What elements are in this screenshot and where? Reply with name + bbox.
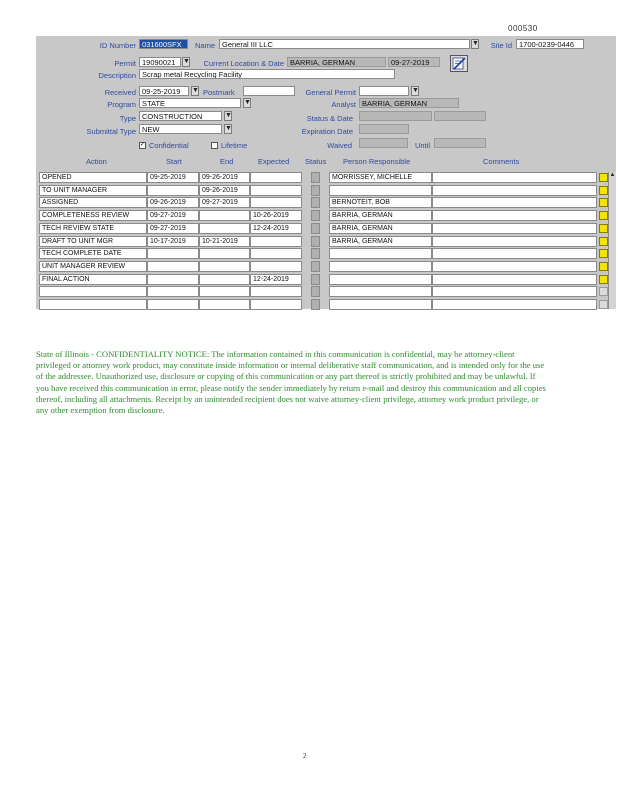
person-responsible-cell[interactable] xyxy=(329,261,432,272)
comment-note-icon[interactable] xyxy=(599,300,608,309)
person-responsible-cell[interactable]: BERNOTEIT, BOB xyxy=(329,197,432,208)
header-end: End xyxy=(220,157,234,166)
person-responsible-cell[interactable]: MORRISSEY, MICHELLE xyxy=(329,172,432,183)
site-id-label: Site Id xyxy=(490,41,512,50)
confidential-label: Confidential xyxy=(149,141,189,150)
current-location-field: BARRIA, GERMAN xyxy=(287,57,386,67)
status-indicator[interactable] xyxy=(311,286,320,297)
comments-cell[interactable] xyxy=(432,274,597,285)
comments-cell[interactable] xyxy=(432,236,597,247)
current-location-date-field: 09-27-2019 xyxy=(388,57,440,67)
comment-note-icon[interactable] xyxy=(599,262,608,271)
start-cell[interactable]: 09-27-2019 xyxy=(147,210,199,221)
id-number-label: ID Number xyxy=(99,41,136,50)
action-cell[interactable]: TECH COMPLETE DATE xyxy=(39,248,147,259)
end-cell[interactable] xyxy=(199,286,250,297)
comments-cell[interactable] xyxy=(432,223,597,234)
type-field[interactable]: CONSTRUCTION xyxy=(139,111,222,121)
end-cell[interactable]: 09-27-2019 xyxy=(199,197,250,208)
comment-note-icon[interactable] xyxy=(599,173,608,182)
status-indicator[interactable] xyxy=(311,223,320,234)
status-indicator[interactable] xyxy=(311,172,320,183)
submittal-type-dropdown-icon[interactable]: ▼ xyxy=(225,125,232,132)
site-id-field[interactable]: 1700-0239-0446 xyxy=(516,39,584,49)
person-responsible-cell[interactable]: BARRIA, GERMAN xyxy=(329,210,432,221)
edit-notes-icon[interactable] xyxy=(450,55,468,72)
confidential-checkbox[interactable]: ✓ xyxy=(140,142,146,148)
received-dropdown-icon[interactable]: ▼ xyxy=(192,87,199,94)
submittal-type-label: Submittal Type xyxy=(86,127,136,136)
id-number-field[interactable]: 031600SFX xyxy=(139,39,188,49)
person-responsible-cell[interactable] xyxy=(329,299,432,310)
status-date-label: Status & Date xyxy=(306,114,353,123)
status-indicator[interactable] xyxy=(311,274,320,285)
header-action: Action xyxy=(86,157,107,166)
start-cell[interactable] xyxy=(147,261,199,272)
expected-cell[interactable]: 12-24-2019 xyxy=(250,274,302,285)
expected-cell[interactable] xyxy=(250,236,302,247)
start-cell[interactable]: 09-27-2019 xyxy=(147,223,199,234)
submittal-type-field[interactable]: NEW xyxy=(139,124,222,134)
status-indicator[interactable] xyxy=(311,197,320,208)
action-cell[interactable]: UNIT MANAGER REVIEW xyxy=(39,261,147,272)
end-cell[interactable] xyxy=(199,274,250,285)
action-cell[interactable]: TO UNIT MANAGER xyxy=(39,185,147,196)
type-label: Type xyxy=(119,114,136,123)
general-permit-label: General Permit xyxy=(305,88,356,97)
expected-cell[interactable] xyxy=(250,197,302,208)
received-field[interactable]: 09-25-2019 xyxy=(139,86,189,96)
header-comments: Comments xyxy=(483,157,520,166)
comment-note-icon[interactable] xyxy=(599,186,608,195)
comments-cell[interactable] xyxy=(432,197,597,208)
analyst-label: Analyst xyxy=(331,100,356,109)
action-cell[interactable]: FINAL ACTION xyxy=(39,274,147,285)
waived-field xyxy=(359,138,408,148)
person-responsible-cell[interactable] xyxy=(329,185,432,196)
status-indicator[interactable] xyxy=(311,210,320,221)
end-cell[interactable] xyxy=(199,261,250,272)
start-cell[interactable] xyxy=(147,299,199,310)
expiration-date-field xyxy=(359,124,409,134)
header-expected: Expected xyxy=(258,157,290,166)
description-field[interactable]: Scrap metal Recycling Facility xyxy=(139,69,395,79)
name-label: Name xyxy=(194,41,215,50)
start-cell[interactable] xyxy=(147,286,199,297)
current-location-label: Current Location & Date xyxy=(203,59,284,68)
expected-cell[interactable] xyxy=(250,286,302,297)
person-responsible-cell[interactable] xyxy=(329,274,432,285)
waived-label: Waived xyxy=(327,141,352,150)
start-cell[interactable]: 09-26-2019 xyxy=(147,197,199,208)
status-indicator[interactable] xyxy=(311,185,320,196)
action-cell[interactable]: ASSIGNED xyxy=(39,197,147,208)
comments-cell[interactable] xyxy=(432,172,597,183)
permit-field[interactable]: 19090021 xyxy=(139,57,181,67)
type-dropdown-icon[interactable]: ▼ xyxy=(225,112,232,119)
status-indicator[interactable] xyxy=(311,299,320,310)
expiration-date-label: Expiration Date xyxy=(301,127,353,136)
comment-note-icon[interactable] xyxy=(599,249,608,258)
expected-cell[interactable] xyxy=(250,185,302,196)
permit-dropdown-icon[interactable]: ▼ xyxy=(183,58,190,65)
start-cell[interactable]: 09-25-2019 xyxy=(147,172,199,183)
person-responsible-cell[interactable]: BARRIA, GERMAN xyxy=(329,223,432,234)
person-responsible-cell[interactable] xyxy=(329,248,432,259)
comments-cell[interactable] xyxy=(432,210,597,221)
end-cell[interactable] xyxy=(199,223,250,234)
comments-cell[interactable] xyxy=(432,286,597,297)
comment-note-icon[interactable] xyxy=(599,211,608,220)
lifetime-label: Lifetime xyxy=(221,141,248,150)
end-cell[interactable]: 09-26-2019 xyxy=(199,185,250,196)
expected-cell[interactable] xyxy=(250,172,302,183)
postmark-field[interactable] xyxy=(243,86,295,96)
action-cell[interactable]: TECH REVIEW STATE xyxy=(39,223,147,234)
postmark-label: Postmark xyxy=(203,88,235,97)
action-cell[interactable]: OPENED xyxy=(39,172,147,183)
header-status: Status xyxy=(305,157,327,166)
program-label: Program xyxy=(107,100,136,109)
start-cell[interactable] xyxy=(147,274,199,285)
start-cell[interactable] xyxy=(147,185,199,196)
start-cell[interactable] xyxy=(147,248,199,259)
until-field xyxy=(434,138,486,148)
until-label: Until xyxy=(414,141,430,150)
expected-cell[interactable] xyxy=(250,248,302,259)
description-label: Description xyxy=(98,71,136,80)
comment-note-icon[interactable] xyxy=(599,224,608,233)
name-field[interactable]: General III LLC xyxy=(219,39,470,49)
permit-label: Permit xyxy=(114,59,136,68)
program-field[interactable]: STATE xyxy=(139,98,241,108)
status-indicator[interactable] xyxy=(311,248,320,259)
comment-note-icon[interactable] xyxy=(599,198,608,207)
general-permit-field[interactable] xyxy=(359,86,409,96)
comment-note-icon[interactable] xyxy=(599,287,608,296)
end-cell[interactable] xyxy=(199,210,250,221)
action-cell[interactable]: DRAFT TO UNIT MGR xyxy=(39,236,147,247)
expected-cell[interactable]: 12-24-2019 xyxy=(250,223,302,234)
program-dropdown-icon[interactable]: ▼ xyxy=(244,99,251,106)
analyst-field: BARRIA, GERMAN xyxy=(359,98,459,108)
expected-cell[interactable] xyxy=(250,299,302,310)
comment-note-icon[interactable] xyxy=(599,237,608,246)
table-scrollbar[interactable] xyxy=(608,172,616,309)
person-responsible-cell[interactable]: BARRIA, GERMAN xyxy=(329,236,432,247)
name-dropdown-icon[interactable]: ▼ xyxy=(472,40,479,47)
comments-cell[interactable] xyxy=(432,248,597,259)
person-responsible-cell[interactable] xyxy=(329,286,432,297)
start-cell[interactable]: 10-17-2019 xyxy=(147,236,199,247)
expected-cell[interactable]: 10-26-2019 xyxy=(250,210,302,221)
comment-note-icon[interactable] xyxy=(599,275,608,284)
scroll-up-arrow-icon[interactable]: ▲ xyxy=(609,172,616,178)
status-indicator[interactable] xyxy=(311,261,320,272)
expected-cell[interactable] xyxy=(250,261,302,272)
action-cell[interactable]: COMPLETENESS REVIEW xyxy=(39,210,147,221)
end-cell[interactable] xyxy=(199,248,250,259)
action-cell[interactable] xyxy=(39,299,147,310)
status-indicator[interactable] xyxy=(311,236,320,247)
end-cell[interactable]: 10-21-2019 xyxy=(199,236,250,247)
comments-cell[interactable] xyxy=(432,185,597,196)
header-start: Start xyxy=(166,157,182,166)
end-cell[interactable]: 09-26-2019 xyxy=(199,172,250,183)
status-date-field xyxy=(434,111,486,121)
document-number: 000530 xyxy=(508,24,538,33)
end-cell[interactable] xyxy=(199,299,250,310)
confidentiality-notice: State of Illinois - CONFIDENTIALITY NOTICE: The information contained in this communication is confidential, may be attorney-client privileged or attorney work product, may constitute inside information or internal deliberative staff communication, and is intended only for the use of the addressee. Unauthorized use, disclosure or copying of this communication or any part thereof is strictly prohibited and may be unlawful. If you have received this communication in error, please notify the sender immediately by return e-mail and destroy this communication and all copies thereof, including all attachments. Receipt by an unintended recipient does not waive attorney-client privilege, attorney work product privilege, or any other exemption from disclosure. xyxy=(36,349,546,416)
received-label: Received xyxy=(104,88,136,97)
lifetime-checkbox[interactable] xyxy=(211,142,218,149)
action-cell[interactable] xyxy=(39,286,147,297)
page-number: 2 xyxy=(303,752,307,760)
header-person-responsible: Person Responsible xyxy=(343,157,411,166)
general-permit-dropdown-icon[interactable]: ▼ xyxy=(412,87,419,94)
comments-cell[interactable] xyxy=(432,299,597,310)
comments-cell[interactable] xyxy=(432,261,597,272)
status-field xyxy=(359,111,432,121)
